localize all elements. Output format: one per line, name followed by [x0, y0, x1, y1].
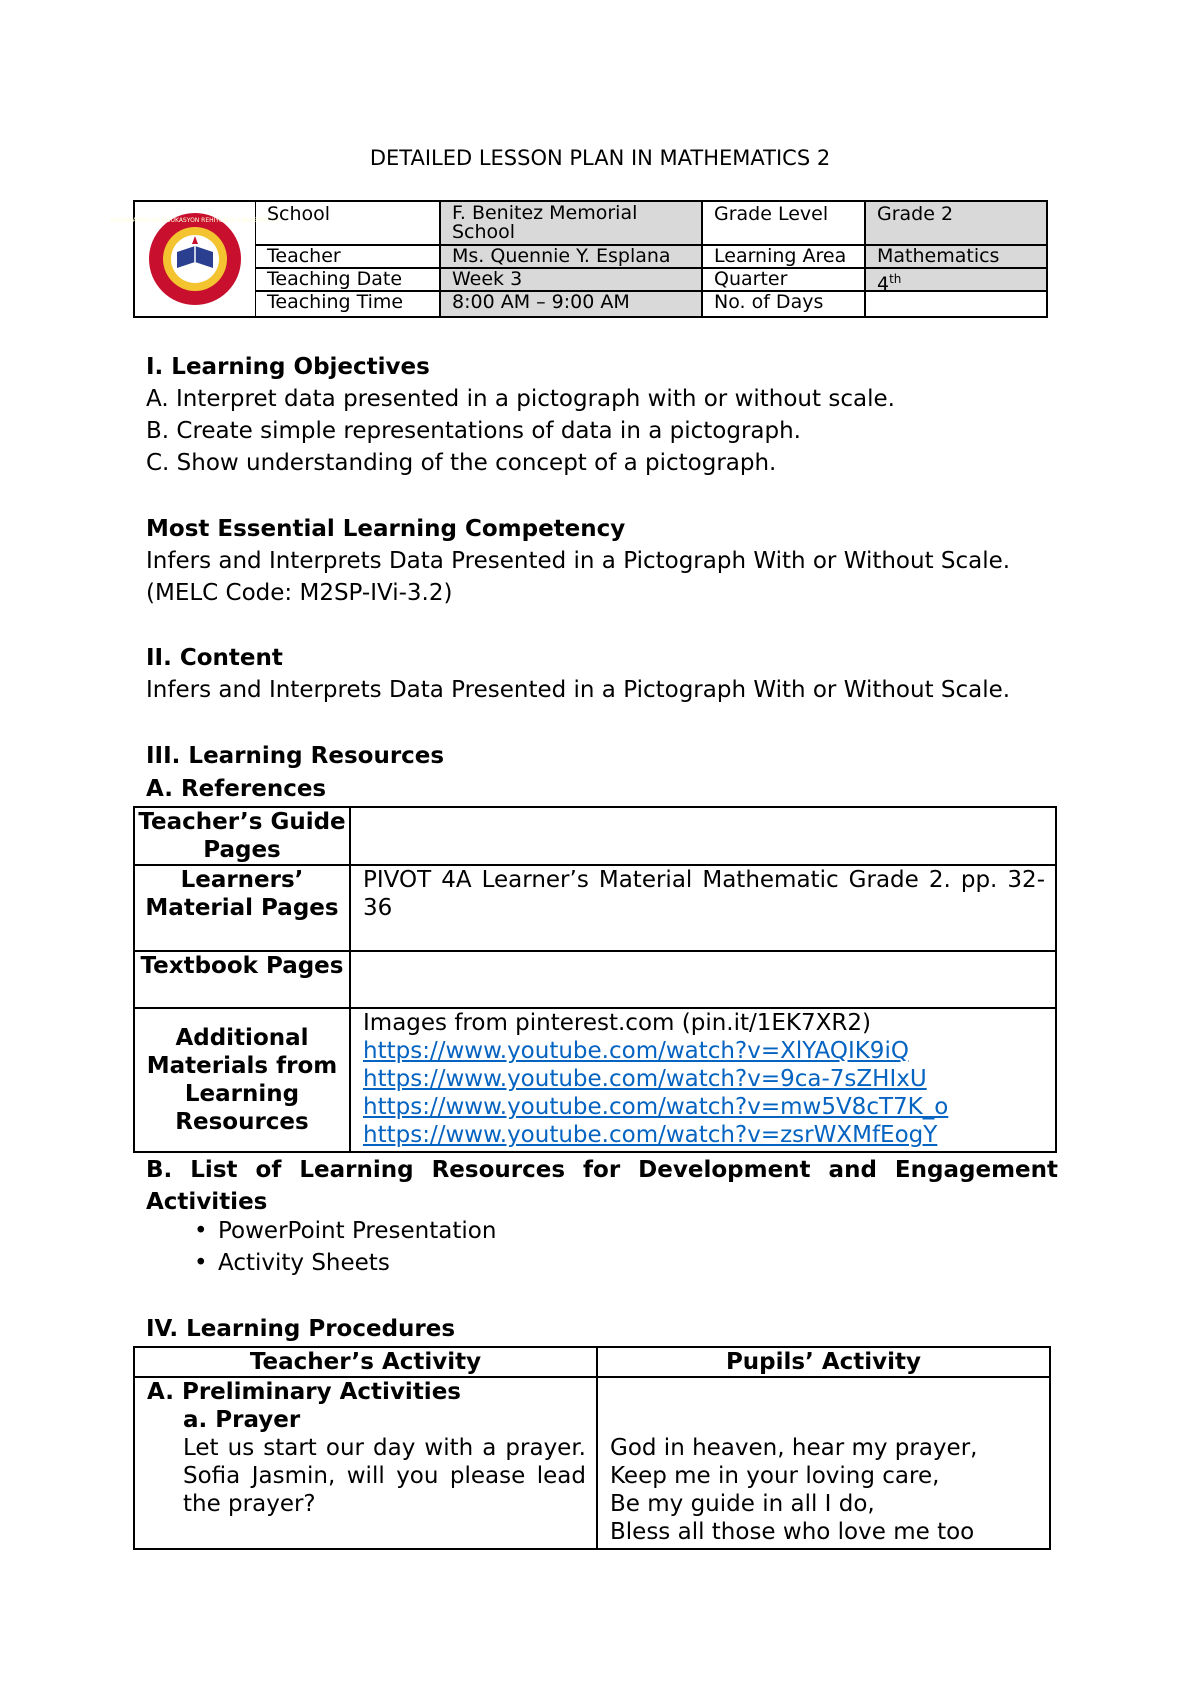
list-item: • PowerPoint Presentation	[146, 1215, 946, 1247]
logo-cell	[110, 202, 280, 316]
col-teachers-activity: Teacher’s Activity	[134, 1347, 597, 1377]
ref-label-textbook: Textbook Pages	[134, 951, 350, 1008]
list-item: • Activity Sheets	[146, 1247, 946, 1279]
teacher-prayer-text: Let us start our day with a prayer. Sofia Jasmin, will you please lead the prayer?	[183, 1435, 586, 1517]
value-teacher: Ms. Quennie Y. Esplana	[441, 246, 701, 267]
teacher-activity-cell	[134, 1377, 597, 1549]
table-row	[134, 1008, 1056, 1152]
references-table	[133, 806, 1057, 1153]
ref-label-teachers-guide: Teacher’s Guide Pages	[134, 807, 350, 865]
resources-list	[146, 1215, 946, 1279]
prayer-line: Keep me in your loving care,	[610, 1463, 940, 1489]
youtube-link-3[interactable]: https://www.youtube.com/watch?v=mw5V8cT7K_o	[363, 1094, 949, 1120]
procedures-table	[133, 1346, 1051, 1550]
col-pupils-activity: Pupils’ Activity	[597, 1347, 1050, 1377]
ref-label-additional: Additional Materials from Learning Resources	[134, 1008, 350, 1152]
melc-text: Infers and Interprets Data Presented in a Pictograph With or Without Scale.	[146, 548, 1011, 574]
table-row	[134, 1377, 1050, 1549]
prayer-line: God in heaven, hear my prayer,	[610, 1435, 978, 1461]
objective-c: C. Show understanding of the concept of a pictograph.	[146, 450, 777, 476]
label-school: School	[267, 203, 331, 225]
label-grade-level: Grade Level	[714, 203, 829, 225]
value-teaching-date: Week 3	[441, 269, 701, 290]
table-row	[134, 1347, 1050, 1377]
prelim-heading: A. Preliminary Activities	[147, 1379, 461, 1405]
school-info-table	[110, 200, 1048, 318]
ref-value-textbook	[350, 951, 1056, 1008]
deped-seal-icon	[110, 202, 280, 316]
ref-value-additional	[350, 1008, 1056, 1152]
references-heading: A. References	[146, 776, 327, 802]
content-text: Infers and Interprets Data Presented in a Pictograph With or Without Scale.	[146, 677, 1011, 703]
value-grade-level: Grade 2	[866, 202, 1046, 244]
youtube-link-4[interactable]: https://www.youtube.com/watch?v=zsrWXMfEogY	[363, 1122, 938, 1148]
prayer-heading: a. Prayer	[183, 1407, 301, 1433]
content-heading: II. Content	[146, 645, 283, 671]
ref-value-teachers-guide	[350, 807, 1056, 865]
document-title: DETAILED LESSON PLAN IN MATHEMATICS 2	[369, 146, 831, 170]
procedures-heading: IV. Learning Procedures	[146, 1316, 456, 1342]
resources-heading: III. Learning Resources	[146, 743, 445, 769]
ref-label-learners-material: Learners’ Material Pages	[134, 865, 350, 951]
objectives-heading: I. Learning Objectives	[146, 354, 430, 380]
youtube-link-2[interactable]: https://www.youtube.com/watch?v=9ca-7sZHIxU	[363, 1066, 927, 1092]
label-learning-area: Learning Area	[714, 245, 847, 267]
ref-value-learners-material: PIVOT 4A Learner’s Material Mathematic Grade 2. pp. 32-36	[350, 865, 1056, 951]
seal-lettering: KAGAWARAN NG EDUKASYON REHIYON IV CALABARZON	[110, 217, 280, 224]
pinterest-source: Images from pinterest.com (pin.it/1EK7XR2)	[363, 1010, 871, 1036]
objective-a: A. Interpret data presented in a pictograph with or without scale.	[146, 386, 895, 412]
objective-b: B. Create simple representations of data in a pictograph.	[146, 418, 801, 444]
value-no-of-days	[866, 292, 1046, 316]
melc-code: (MELC Code: M2SP-IVi-3.2)	[146, 580, 453, 606]
label-teaching-date: Teaching Date	[267, 268, 403, 290]
label-no-of-days: No. of Days	[714, 291, 824, 313]
value-school: F. Benitez Memorial School	[441, 202, 701, 244]
table-row	[134, 865, 1056, 951]
label-teacher: Teacher	[267, 245, 341, 267]
melc-heading: Most Essential Learning Competency	[146, 516, 626, 542]
prayer-line: Bless all those who love me too	[610, 1519, 975, 1545]
table-row	[134, 807, 1056, 865]
label-quarter: Quarter	[714, 268, 788, 290]
value-learning-area: Mathematics	[866, 246, 1046, 267]
youtube-link-1[interactable]: https://www.youtube.com/watch?v=XlYAQIK9iQ	[363, 1038, 909, 1064]
prayer-line: Be my guide in all I do,	[610, 1491, 875, 1517]
pupil-activity-cell	[597, 1377, 1050, 1549]
label-teaching-time: Teaching Time	[267, 291, 404, 313]
table-row	[134, 951, 1056, 1008]
resources-list-heading: B. List of Learning Resources for Development and Engagement Activities	[146, 1157, 1058, 1215]
value-teaching-time: 8:00 AM – 9:00 AM	[441, 292, 701, 316]
value-quarter: 4th	[866, 269, 1046, 290]
